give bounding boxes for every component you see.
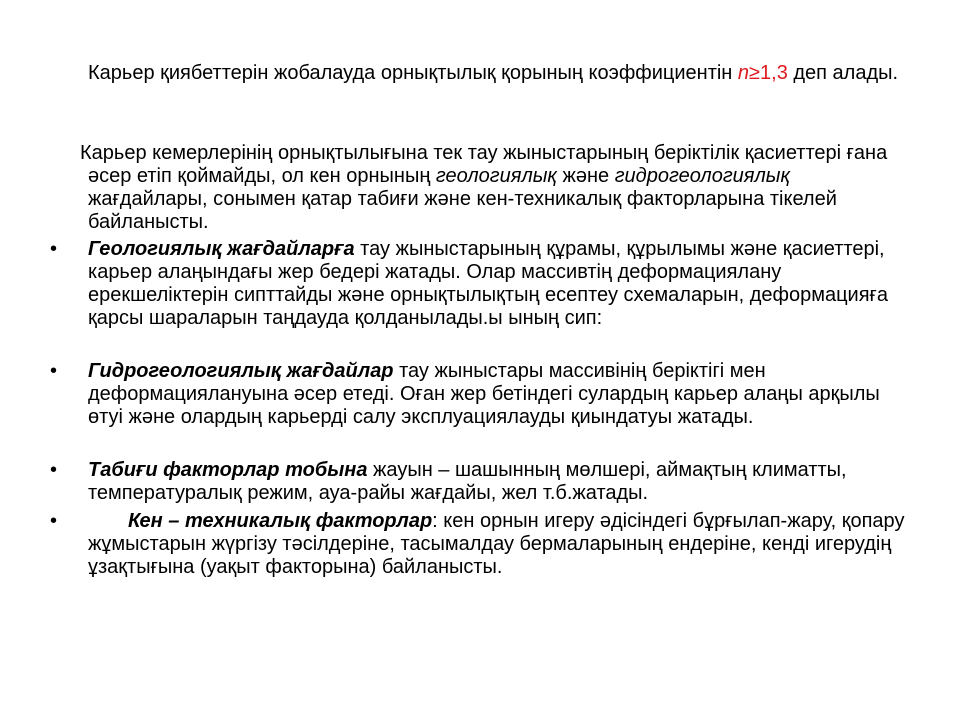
intro-paragraph-stability-coefficient (88, 62, 908, 85)
bullet-body: тау жыныстарының құрамы, құрылымы және қасиеттері, карьер алаңындағы жер бедері жатады. Олар массивтің деформациялану ерекшеліктерін сипттайды және орнықтылықтың есептеу схемаларын, деформацияға қарсы шараларын таңдауда қолданылады.ы ының сип: (88, 238, 888, 329)
intro2-geological: геологиялық (435, 165, 557, 187)
bullet-dot: • (50, 360, 58, 382)
n-symbol: n (737, 62, 750, 84)
bullet-heading: Кен – техникалық факторлар (128, 510, 433, 532)
bullet-heading: Табиғи факторлар тобына (88, 459, 368, 481)
intro2-part2: және (556, 165, 615, 187)
intro2-hydrogeological: гидрогеологиялық (614, 165, 790, 187)
bullet-heading: Гидрогеологиялық жағдайлар (88, 360, 394, 382)
intro1-text: Карьер қиябеттерін жобалауда орнықтылық қорының коэффициентін (88, 62, 738, 84)
intro2-part1: Карьер кемерлерінің орнықтылығына тек тау жыныстарының беріктілік қасиеттері ғана әсер етіп қоймайды, ол кен орнының (80, 142, 888, 187)
bullet-dot: • (50, 459, 58, 481)
bullet-text (88, 360, 915, 429)
coefficient-value: ≥1,3 (749, 62, 788, 84)
bullet-text (88, 238, 915, 330)
bullet-body: жауын – шашынның мөлшері, аймақтың климатты, температуралық режим, ауа-райы жағдайы, жел т.б.жатады. (88, 459, 847, 504)
bullet-text (88, 510, 915, 579)
bullet-dot: • (50, 510, 58, 532)
intro-paragraph-factors (80, 142, 908, 234)
bullet-heading: Геологиялық жағдайларға (88, 238, 355, 260)
bullet-dot: • (50, 238, 58, 260)
intro2-part3: жағдайлары, сонымен қатар табиғи және кен-техникалық факторларына тікелей байланысты. (88, 188, 837, 233)
bullet-text (88, 459, 915, 505)
intro1-tail: деп алады. (787, 62, 899, 84)
bullet-body: : кен орнын игеру әдісіндегі бұрғылап-жару, қопару жұмыстарын жүргізу тәсілдеріне, тасымалдау бермаларының ендеріне, кенді игерудің ұзақтығына (уақыт факторына) байланысты. (88, 510, 905, 578)
bullet-body: тау жыныстары массивінің беріктігі мен деформациялануына әсер етеді. Оған жер бетіндегі сулардың карьер алаңы арқылы өтуі және олардың карьерді салу эксплуациялауды қиындатуы жатады. (88, 360, 880, 428)
